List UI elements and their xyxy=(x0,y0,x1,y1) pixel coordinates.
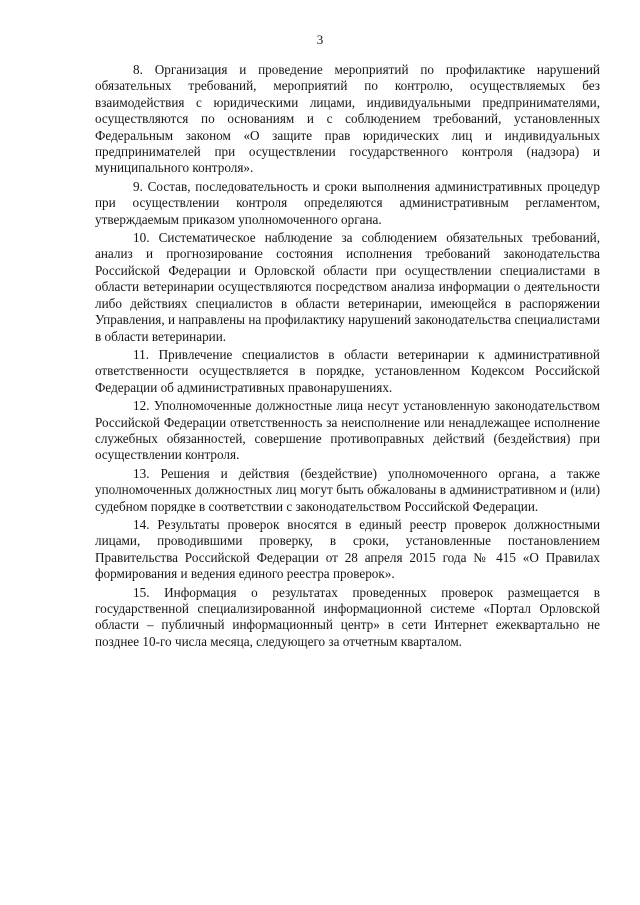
paragraph-14: 14. Результаты проверок вносятся в единый реестр проверок должностными лицами, проводившими проверку, в сроки, установленные постановлением Правительства Российской Федерации от 28 апреля 2015 года № 415 «О Правилах формирования и ведения единого реестра проверок». xyxy=(95,516,600,582)
paragraph-9: 9. Состав, последовательность и сроки выполнения административных процедур при осуществлении контроля определяются административным регламентом, утверждаемым приказом уполномоченного органа. xyxy=(95,178,600,227)
paragraph-10: 10. Систематическое наблюдение за соблюдением обязательных требований, анализ и прогнозирование состояния исполнения требований законодательства Российской Федерации и Орловской области при осуществлении специалистами в области ветеринарии осуществляются посредством анализа информации о деятельности либо действиях специалистов в области ветеринарии, имеющейся в распоряжении Управления, и направлены на профилактику нарушений законодательства специалистами в области ветеринарии. xyxy=(95,230,600,344)
paragraph-11: 11. Привлечение специалистов в области ветеринарии к административной ответственности осуществляется в порядке, установленном Кодексом Российской Федерации об административных правонарушениях. xyxy=(95,346,600,395)
paragraph-12: 12. Уполномоченные должностные лица несут установленную законодательством Российской Федерации ответственность за неисполнение или ненадлежащее исполнение служебных обязанностей, совершение противоправных действий (бездействия) при осуществлении контроля. xyxy=(95,398,600,463)
paragraph-8: 8. Организация и проведение мероприятий по профилактике нарушений обязательных требований, мероприятий по контролю, осуществляемых без взаимодействия с юридическими лицами, индивидуальными предпринимателями, осуществляются по основаниям и с соблюдением требований, установленных Федеральным законом «О защите прав юридических лиц и индивидуальных предпринимателей при осуществлении государственного контроля (надзора) и муниципального контроля». xyxy=(95,62,600,176)
document-body xyxy=(95,62,600,652)
paragraph-15: 15. Информация о результатах проведенных проверок размещается в государственной специализированной информационной системе «Портал Орловской области – публичный информационный центр» в сети Интернет ежеквартально не позднее 10-го числа месяца, следующего за отчетным кварталом. xyxy=(95,584,600,649)
paragraph-13: 13. Решения и действия (бездействие) уполномоченного органа, а также уполномоченных должностных лиц могут быть обжалованы в административном и (или) судебном порядке в соответствии с законодательством Российской Федерации. xyxy=(95,465,600,514)
page-number: 3 xyxy=(316,32,324,47)
